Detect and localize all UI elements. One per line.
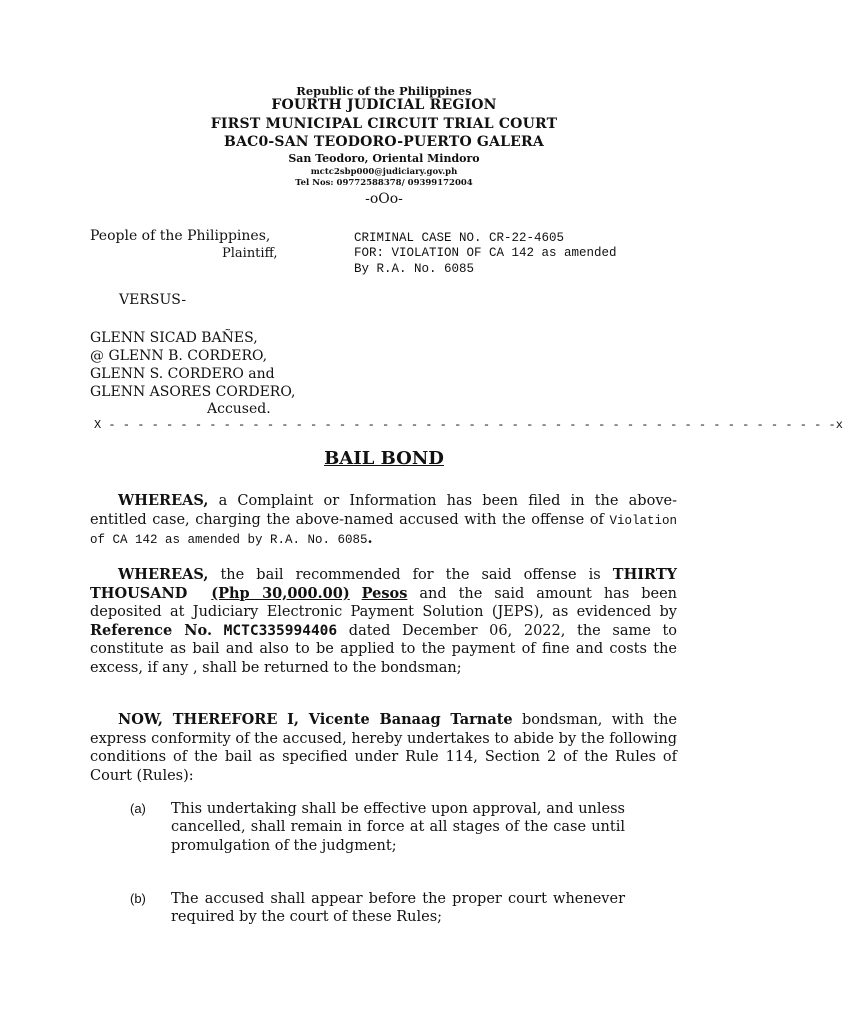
whereas-paragraph-2: WHEREAS, the bail recommended for the said offense is THIRTY THOUSAND (Php 30,000.00) Pesos and the said amount has been deposited at Judiciary Electronic Payment Solution (JEPS), as evidenced by Reference No. MCTC335994406 dated December 06, 2022, the same to constitute as bail and also to be applied to the payment of fine and costs the excess, if any , shall be returned to the bondsman; xyxy=(90,566,678,676)
plaintiff-name: People of the Philippines, xyxy=(90,228,271,244)
case-number: CRIMINAL CASE NO. CR-22-4605 xyxy=(354,231,565,245)
accused-alias: GLENN S. CORDERO and xyxy=(90,366,275,382)
judicial-region: FOURTH JUDICIAL REGION xyxy=(271,97,497,113)
accused-name: GLENN SICAD BAÑES, xyxy=(90,330,258,346)
undertaking-paragraph: NOW, THEREFORE I, Vicente Banaag Tarnate bondsman, with the express conformity of the accused, hereby undertakes to abide by the following conditions of the bail as specified under Rule 114, Section 2 of the Rules of Court (Rules): xyxy=(90,711,677,784)
condition-marker: (a) xyxy=(130,801,146,816)
republic-line: Republic of the Philippines xyxy=(296,84,472,98)
court-name: FIRST MUNICIPAL CIRCUIT TRIAL COURT xyxy=(210,116,558,132)
versus-label: VERSUS- xyxy=(119,292,187,308)
case-offense: FOR: VIOLATION OF CA 142 as amended xyxy=(354,246,617,260)
caption-divider: X - - - - - - - - - - - - - - - - - - - - - - - - - - - - - - - - - - - - - - - - - - - - - - - - - - -x xyxy=(94,418,843,432)
header-separator: -oOo- xyxy=(365,191,403,207)
accused-role: Accused. xyxy=(207,401,271,417)
document-title: BAIL BOND xyxy=(324,448,444,469)
condition-marker: (b) xyxy=(130,891,146,906)
condition-text: The accused shall appear before the proper court whenever required by the court of these Rules; xyxy=(171,891,625,926)
court-branch: BAC0-SAN TEODORO-PUERTO GALERA xyxy=(224,134,544,150)
court-email: mctc2sbp000@judiciary.gov.ph xyxy=(310,167,458,177)
condition-item xyxy=(130,890,625,927)
plaintiff-role: Plaintiff, xyxy=(222,246,278,261)
accused-alias: GLENN ASORES CORDERO, xyxy=(90,384,296,400)
condition-item xyxy=(130,800,625,855)
reference-number: MCTC335994406 xyxy=(223,622,338,639)
condition-text: This undertaking shall be effective upon approval, and unless cancelled, shall remain in force at all stages of the case until promulgation of the judgment; xyxy=(171,801,625,854)
court-telephone: Tel Nos: 09772588378/ 09399172004 xyxy=(295,178,473,188)
accused-alias: @ GLENN B. CORDERO, xyxy=(90,348,268,364)
whereas-paragraph-1: WHEREAS, a Complaint or Information has been filed in the above-entitled case, charging the above-named accused with the offense of Violation of CA 142 as amended by R.A. No. 6085. xyxy=(90,492,677,548)
court-address: San Teodoro, Oriental Mindoro xyxy=(288,152,480,165)
case-amendment: By R.A. No. 6085 xyxy=(354,262,475,276)
